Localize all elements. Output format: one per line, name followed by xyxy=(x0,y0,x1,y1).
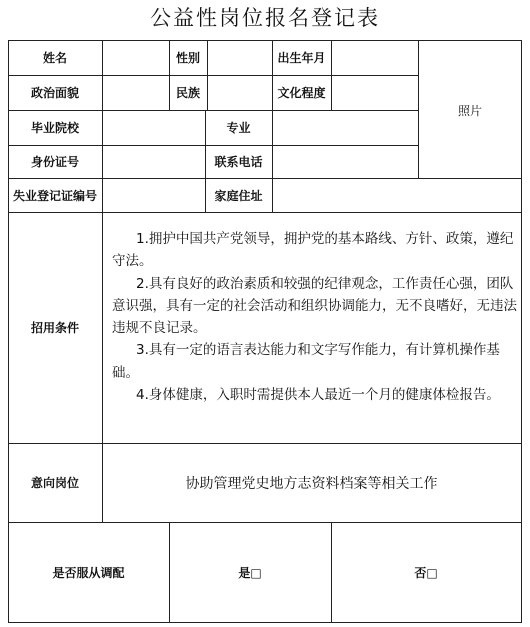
requirement-item: 4.身体健康，入职时需提供本人最近一个月的健康体检报告。 xyxy=(136,387,500,404)
major-label: 专业 xyxy=(226,121,251,135)
education-label: 文化程度 xyxy=(277,86,326,100)
birth-date-label: 出生年月 xyxy=(277,51,326,65)
position-value: 协助管理党史地方志资料档案等相关工作 xyxy=(185,476,438,492)
unemployment-cert-label: 失业登记证编号 xyxy=(12,188,97,203)
id-number-field[interactable] xyxy=(103,146,205,178)
form-title: 公益性岗位报名登记表 xyxy=(150,6,380,30)
id-number-label: 身份证号 xyxy=(30,155,79,169)
requirement-item: 1.拥护中国共产党领导，拥护党的基本路线、方针、政策，遵纪守法。 xyxy=(112,231,514,270)
photo-box[interactable] xyxy=(419,41,521,178)
adjustment-no-checkbox[interactable]: 否□ xyxy=(414,565,438,580)
education-field[interactable] xyxy=(332,76,418,110)
political-status-label: 政治面貌 xyxy=(30,86,79,100)
school-label: 毕业院校 xyxy=(30,121,79,135)
requirement-item: 2.具有良好的政治素质和较强的纪律观念，工作责任心强，团队意识强，具有一定的社会活动和组织协调能力，无不良嗜好，无违法违规不良记录。 xyxy=(112,275,517,337)
political-status-field[interactable] xyxy=(103,76,169,110)
phone-label: 联系电话 xyxy=(214,155,263,169)
table-border-bottom xyxy=(8,622,522,623)
gender-field[interactable] xyxy=(208,41,272,75)
requirements-list xyxy=(112,228,522,406)
ethnicity-field[interactable] xyxy=(208,76,272,110)
unemployment-cert-field[interactable] xyxy=(103,179,205,212)
photo-label: 照片 xyxy=(457,104,482,118)
gender-label: 性别 xyxy=(175,51,200,65)
position-label: 意向岗位 xyxy=(30,476,79,490)
name-field[interactable] xyxy=(103,41,169,75)
requirement-item: 3.具有一定的语言表达能力和文字写作能力，有计算机操作基础。 xyxy=(112,342,500,381)
major-field[interactable] xyxy=(273,111,418,145)
name-label: 姓名 xyxy=(42,51,67,65)
requirements-label: 招用条件 xyxy=(30,321,79,335)
school-field[interactable] xyxy=(103,111,205,145)
phone-field[interactable] xyxy=(273,146,418,178)
address-label: 家庭住址 xyxy=(214,188,263,203)
birth-date-field[interactable] xyxy=(332,41,418,75)
ethnicity-label: 民族 xyxy=(175,86,200,100)
address-field[interactable] xyxy=(273,179,521,212)
adjustment-yes-checkbox[interactable]: 是□ xyxy=(238,565,262,580)
adjustment-label: 是否服从调配 xyxy=(52,565,125,580)
